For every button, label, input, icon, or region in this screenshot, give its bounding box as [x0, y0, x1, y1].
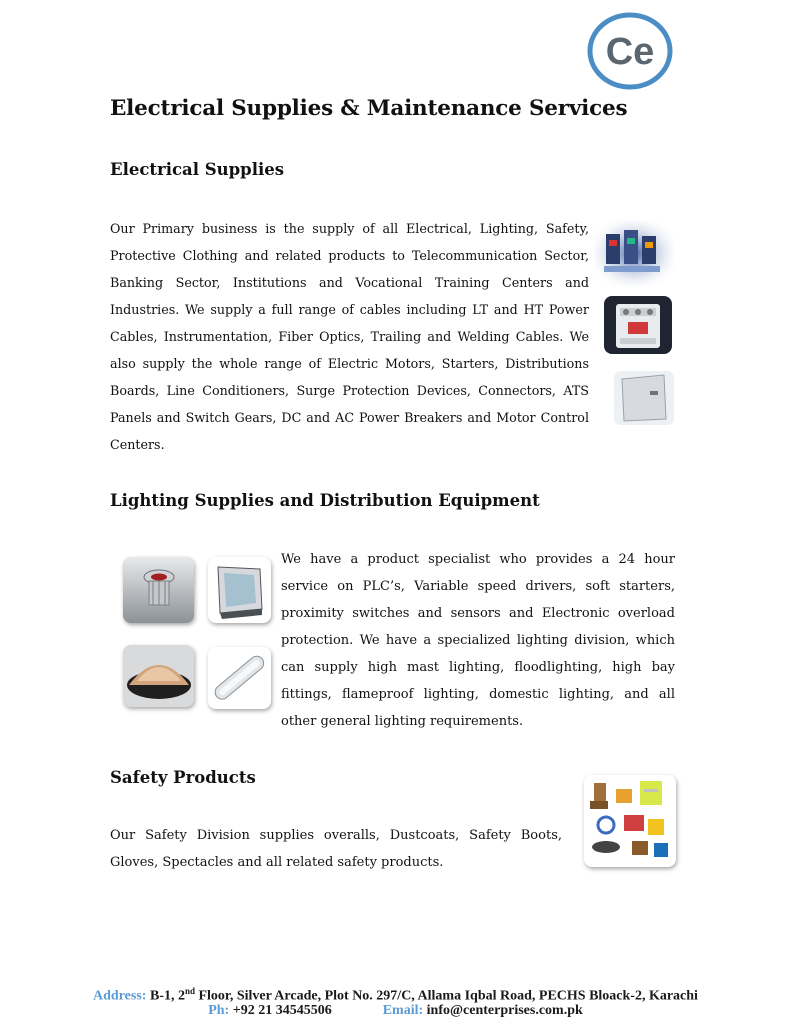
company-logo: [587, 12, 673, 90]
email-label: Email:: [382, 1003, 424, 1018]
footer-contact: [0, 1003, 791, 1019]
safety-heading: Safety Products: [110, 768, 256, 787]
electrical-supplies-heading: Electrical Supplies: [110, 160, 285, 179]
address-label: Address:: [93, 988, 147, 1004]
electrical-supplies-text: Our Primary business is the supply of all Electrical, Lighting, Safety, Protective Clothing and related products to Telecommunication Sector, Banking Sector, Institutions and Vocational Training Centers and Industries. We supply a full range of cables including LT and HT Power Cables, Instrumentation, Fiber Optics, Trailing and Welding Cables. We also supply the whole range of Electric Motors, Starters, Distributions Boards, Line Conditioners, Surge Protection Devices, Connectors, ATS Panels and Switch Gears, DC and AC Power Breakers and Motor Control Centers.: [110, 221, 589, 452]
tube-light-photo: [208, 647, 271, 709]
safety-gear-photo: [584, 775, 676, 867]
contactor-photo: [604, 296, 672, 354]
address-post: Floor, Silver Arcade, Plot No. 297/C, Allama Iqbal Road, PECHS Bloack-2, Karachi: [194, 988, 698, 1004]
footer-address: [0, 986, 791, 1005]
distribution-board-photo: [614, 371, 674, 425]
logo-text: Ce: [605, 31, 655, 73]
switchgear-photo: [594, 220, 674, 286]
bulkhead-light-photo: [123, 645, 194, 707]
email-address[interactable]: info@centerprises.com.pk: [426, 1003, 583, 1018]
lighting-text: We have a product specialist who provides a 24 hour service on PLC’s, Variable speed drivers, soft starters, proximity switches and sensors and Electronic overload protection. We have a specialized lighting division, which can supply high mast lighting, floodlighting, high bay fittings, flameproof lighting, domestic lighting, and all other general lighting requirements.: [281, 552, 675, 729]
phone-label: Ph:: [208, 1003, 230, 1018]
downlight-photo: [123, 557, 194, 623]
address-pre: B-1, 2: [149, 988, 185, 1004]
safety-text: Our Safety Division supplies overalls, Dustcoats, Safety Boots, Gloves, Spectacles and all related safety products.: [110, 828, 562, 870]
lighting-heading: Lighting Supplies and Distribution Equipment: [110, 491, 540, 510]
phone-number: +92 21 34545506: [232, 1003, 332, 1018]
address-sup: nd: [184, 986, 195, 996]
floodlight-photo: [208, 557, 271, 623]
page-title: Electrical Supplies & Maintenance Services: [110, 96, 628, 121]
